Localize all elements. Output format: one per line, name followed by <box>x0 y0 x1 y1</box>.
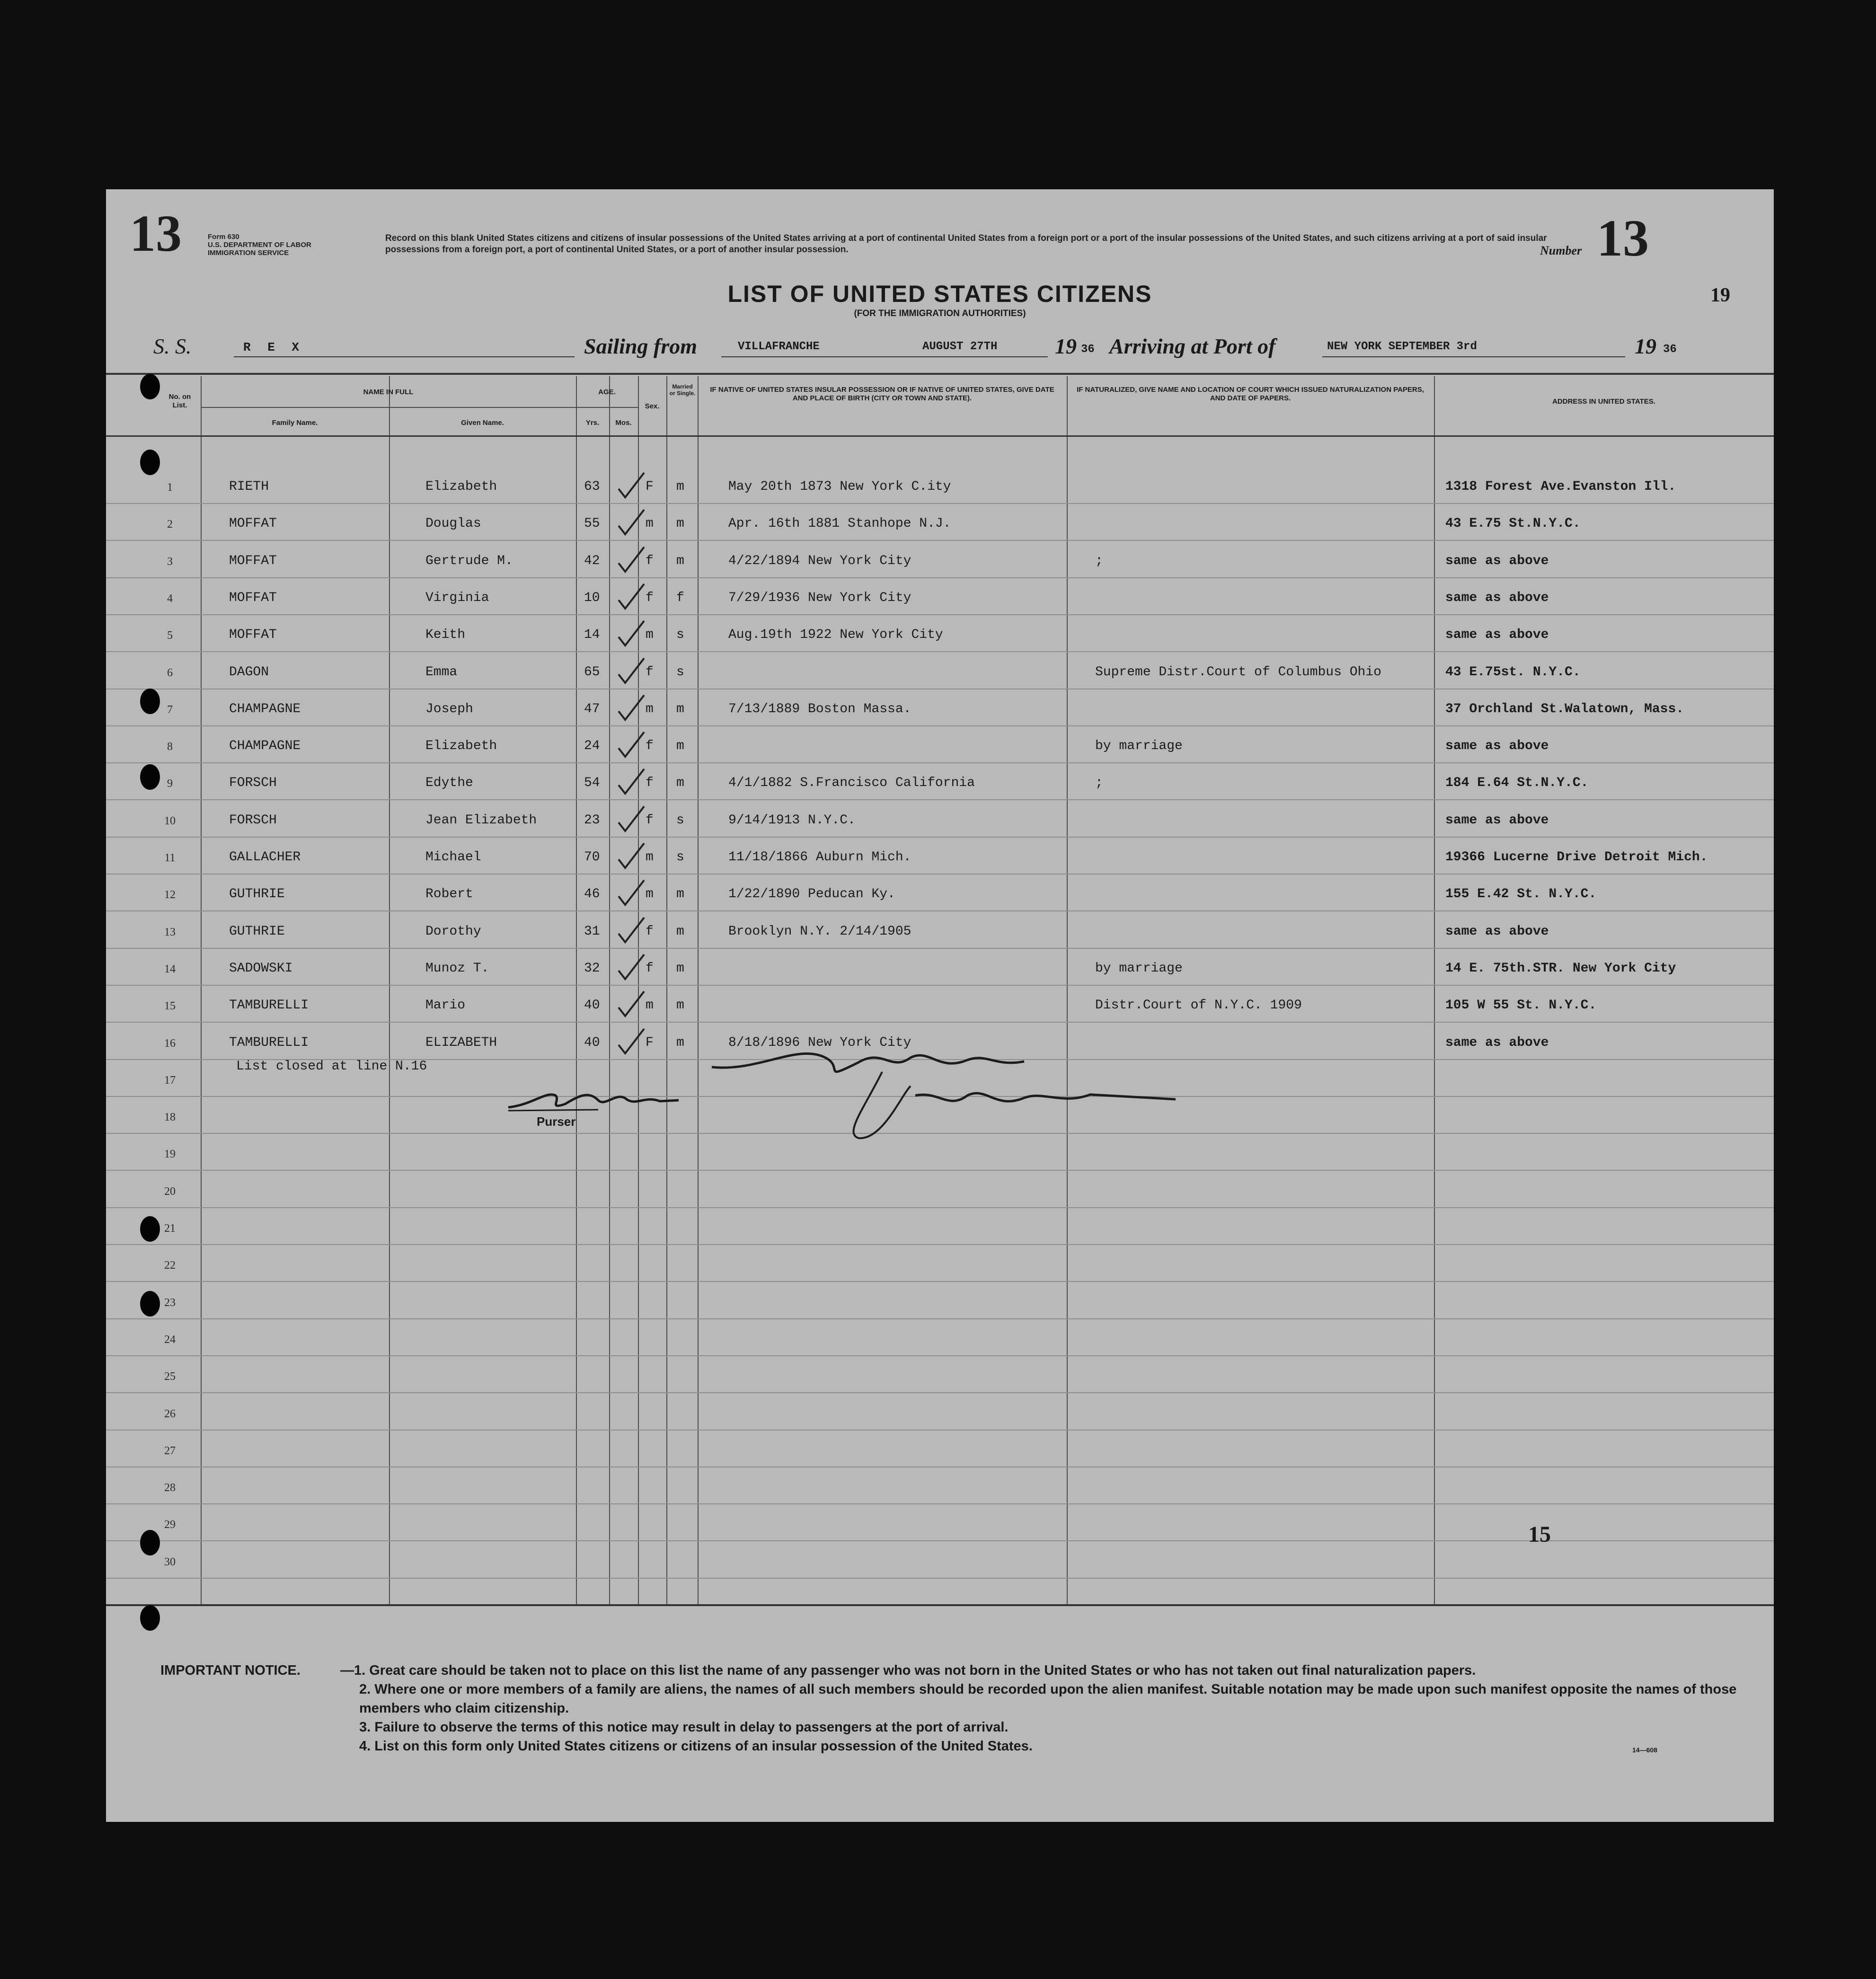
check-mark-icon <box>615 1026 648 1059</box>
birth-info: 4/1/1882 S.Francisco California <box>728 776 975 791</box>
line-number: 16 <box>164 1037 176 1050</box>
naturalization-info: Distr.Court of N.Y.C. 1909 <box>1095 998 1302 1013</box>
notice-item-2: 2. Where one or more members of a family are aliens, the names of all such members should be recorded upon the alien manifest. Suitable notation may be made upon such manifest opposite the names of those members who claim citizenship. <box>359 1682 1737 1716</box>
marital-status: m <box>676 553 684 568</box>
birth-info: 1/22/1890 Peducan Ky. <box>728 887 895 902</box>
line-number: 10 <box>164 814 176 827</box>
line-number: 11 <box>164 852 176 864</box>
us-address: 155 E.42 St. N.Y.C. <box>1445 887 1597 902</box>
header-native-birth: IF NATIVE OF UNITED STATES INSULAR POSSESSION OR IF NATIVE OF UNITED STATES, GIVE DATE AND PLACE OF BIRTH (CITY OR TOWN AND STATE). <box>710 386 1054 402</box>
ruled-line <box>106 1430 1774 1431</box>
family-name: CHAMPAGNE <box>229 701 301 716</box>
given-name: Robert <box>425 887 473 902</box>
line-number: 21 <box>164 1222 176 1235</box>
check-mark-icon <box>615 840 648 874</box>
form-number: Form 630 <box>208 233 239 241</box>
given-name: Joseph <box>425 701 473 716</box>
line-number: 18 <box>164 1111 176 1124</box>
given-name: Jean Elizabeth <box>425 813 537 828</box>
check-mark-icon <box>615 655 648 689</box>
marital-status: s <box>676 850 684 865</box>
check-mark-icon <box>615 470 648 503</box>
sex: f <box>646 924 654 939</box>
marital-status: s <box>676 813 684 828</box>
line-number: 3 <box>167 555 173 568</box>
age-years: 47 <box>584 701 600 716</box>
header-no: No. on List. <box>168 393 191 409</box>
given-name: Elizabeth <box>425 739 497 754</box>
birth-info: 4/22/1894 New York City <box>728 553 911 568</box>
binder-hole <box>140 764 160 790</box>
inspector-signature <box>702 1039 1318 1150</box>
binder-hole <box>140 1605 160 1631</box>
header-name-in-full: NAME IN FULL <box>363 388 414 396</box>
check-mark-icon <box>615 581 648 614</box>
age-years: 40 <box>584 998 600 1013</box>
given-name: Emma <box>425 664 458 680</box>
marital-status: m <box>676 701 684 716</box>
line-number: 29 <box>164 1519 176 1531</box>
given-name: Elizabeth <box>425 479 497 494</box>
number-label: Number <box>1540 244 1582 257</box>
service-name: IMMIGRATION SERVICE <box>208 249 289 257</box>
sex: m <box>646 887 654 902</box>
birth-info: 11/18/1866 Auburn Mich. <box>728 850 911 865</box>
line-number: 14 <box>164 963 176 975</box>
ruled-line <box>106 762 1774 763</box>
ruled-line <box>106 540 1774 541</box>
given-name: Michael <box>425 850 481 865</box>
us-address: same as above <box>1445 1035 1549 1050</box>
naturalization-info: Supreme Distr.Court of Columbus Ohio <box>1095 664 1381 680</box>
sex: m <box>646 998 654 1013</box>
header-sex: Sex. <box>645 402 660 410</box>
sex: f <box>646 776 654 791</box>
binder-hole <box>140 689 160 714</box>
naturalization-info: by marriage <box>1095 739 1183 754</box>
line-number: 17 <box>164 1074 176 1087</box>
ruled-line <box>106 1022 1774 1023</box>
ruled-line <box>106 651 1774 652</box>
line-number: 23 <box>164 1296 176 1309</box>
line-number: 19 <box>164 1148 176 1161</box>
marital-status: m <box>676 776 684 791</box>
line-number: 26 <box>164 1407 176 1420</box>
us-address: 105 W 55 St. N.Y.C. <box>1445 998 1597 1013</box>
line-number: 4 <box>167 592 173 605</box>
binder-hole <box>140 1291 160 1316</box>
sailing-date: AUGUST 27TH <box>922 340 998 353</box>
given-name: Keith <box>425 627 466 643</box>
sex: f <box>646 664 654 680</box>
corner-number: 13 <box>130 204 182 262</box>
line-number: 12 <box>164 889 176 901</box>
check-mark-icon <box>615 877 648 910</box>
list-number: 13 <box>1597 209 1649 267</box>
marital-status: s <box>676 664 684 680</box>
us-address: 184 E.64 St.N.Y.C. <box>1445 776 1589 791</box>
sailing-label: Sailing from <box>584 334 698 358</box>
sex: F <box>646 479 654 494</box>
check-mark-icon <box>615 618 648 651</box>
us-address: same as above <box>1445 590 1549 605</box>
marital-status: m <box>676 516 684 531</box>
age-years: 42 <box>584 553 600 568</box>
ship-name: R E X <box>243 340 304 354</box>
notice-item-1: —1. Great care should be taken not to place on this list the name of any passenger who was not born in the United States or who has not taken out final naturalization papers. <box>340 1663 1476 1678</box>
header-years: Yrs. <box>585 419 600 427</box>
birth-info: Aug.19th 1922 New York City <box>728 627 943 643</box>
sex: m <box>646 516 654 531</box>
naturalization-info: by marriage <box>1095 961 1183 976</box>
check-mark-icon <box>615 692 648 725</box>
sailing-port: VILLAFRANCHE <box>738 340 820 353</box>
arrival-year: 36 <box>1663 343 1677 356</box>
notice-label: IMPORTANT NOTICE. <box>160 1663 301 1678</box>
marital-status: m <box>676 998 684 1013</box>
purser-signature <box>504 1081 683 1117</box>
us-address: same as above <box>1445 813 1549 828</box>
line-number: 25 <box>164 1370 176 1383</box>
line-number: 24 <box>164 1333 176 1346</box>
header-married-single: Married or Single. <box>669 383 696 397</box>
department-name: U.S. DEPARTMENT OF LABOR <box>208 241 311 249</box>
binder-hole <box>140 1216 160 1242</box>
us-address: 19366 Lucerne Drive Detroit Mich. <box>1445 850 1708 865</box>
naturalization-info: ; <box>1095 553 1103 568</box>
ruled-line <box>106 1207 1774 1208</box>
us-address: 14 E. 75th.STR. New York City <box>1445 961 1676 976</box>
family-name: RIETH <box>229 479 269 494</box>
ss-label: S. S. <box>153 334 192 358</box>
header-address: ADDRESS IN UNITED STATES. <box>1552 398 1655 406</box>
line-number: 20 <box>164 1185 176 1198</box>
given-name: Virginia <box>425 590 489 605</box>
form-code: 14—608 <box>1632 1746 1657 1754</box>
age-years: 63 <box>584 479 600 494</box>
arrival-port: NEW YORK SEPTEMBER 3rd <box>1327 340 1477 353</box>
line-number: 13 <box>164 926 176 938</box>
naturalization-info: ; <box>1095 776 1103 791</box>
ruled-line <box>106 799 1774 800</box>
us-address: same as above <box>1445 553 1549 568</box>
given-name: Munoz T. <box>425 961 489 976</box>
binder-hole <box>140 1530 160 1555</box>
ruled-line <box>106 985 1774 986</box>
binder-hole <box>140 374 160 399</box>
line-number: 15 <box>164 1000 176 1013</box>
form-identifier <box>208 233 311 257</box>
age-years: 32 <box>584 961 600 976</box>
purser-label: Purser <box>537 1114 576 1129</box>
line-number: 2 <box>167 518 173 531</box>
binder-hole <box>140 450 160 475</box>
notice-item-3: 3. Failure to observe the terms of this notice may result in delay to passengers at the port of arrival. <box>359 1720 1009 1735</box>
age-years: 40 <box>584 1035 600 1050</box>
check-mark-icon <box>615 729 648 762</box>
sailing-year-prefix: 19 <box>1055 334 1077 358</box>
ruled-line <box>106 1578 1774 1579</box>
given-name: Edythe <box>425 776 473 791</box>
page-subtitle: (FOR THE IMMIGRATION AUTHORITIES) <box>854 309 1026 318</box>
sex: f <box>646 590 654 605</box>
list-closed-note: List closed at line N.16 <box>236 1059 427 1074</box>
header-months: Mos. <box>615 419 632 427</box>
ruled-line <box>106 577 1774 578</box>
us-address: 37 Orchland St.Walatown, Mass. <box>1445 701 1684 716</box>
birth-info: 7/29/1936 New York City <box>728 590 911 605</box>
line-number: 27 <box>164 1444 176 1457</box>
sex: f <box>646 739 654 754</box>
family-name: MOFFAT <box>229 516 277 531</box>
ruled-line <box>106 1392 1774 1393</box>
record-instructions: Record on this blank United States citizens and citizens of insular possessions of the United States arriving at a port of continental United States from a foreign port or a port of the insular possessions of the United States, and such citizens arriving at a port of said insular possessions from a foreign port, a port of continental United States, or a port of another insular possession. <box>385 233 1547 255</box>
given-name: Mario <box>425 998 466 1013</box>
given-name: Douglas <box>425 516 481 531</box>
ruled-line <box>106 1170 1774 1171</box>
sex: m <box>646 627 654 643</box>
age-years: 23 <box>584 813 600 828</box>
marital-status: m <box>676 479 684 494</box>
birth-info: May 20th 1873 New York C.ity <box>728 479 951 494</box>
given-name: Gertrude M. <box>425 553 513 568</box>
header-naturalized: IF NATURALIZED, GIVE NAME AND LOCATION OF COURT WHICH ISSUED NATURALIZATION PAPERS, AND DATE OF PAPERS. <box>1077 386 1424 402</box>
marital-status: s <box>676 627 684 643</box>
ruled-line <box>106 1281 1774 1282</box>
ruled-line <box>106 1355 1774 1356</box>
ruled-line <box>106 725 1774 726</box>
marital-status: m <box>676 1035 684 1050</box>
age-years: 55 <box>584 516 600 531</box>
age-years: 10 <box>584 590 600 605</box>
age-years: 14 <box>584 627 600 643</box>
sailing-year: 36 <box>1081 343 1095 356</box>
manifest-sheet <box>106 189 1774 1822</box>
check-mark-icon <box>615 766 648 799</box>
marital-status: m <box>676 924 684 939</box>
voyage-line <box>153 334 1753 362</box>
us-address: same as above <box>1445 924 1549 939</box>
family-name: FORSCH <box>229 813 277 828</box>
ruled-line <box>106 910 1774 911</box>
sex: f <box>646 961 654 976</box>
birth-info: 8/18/1896 New York City <box>728 1035 911 1050</box>
arriving-label: Arriving at Port of <box>1109 334 1276 358</box>
us-address: same as above <box>1445 739 1549 754</box>
ruled-line <box>106 1244 1774 1245</box>
sex: F <box>646 1035 654 1050</box>
ruled-line <box>106 837 1774 838</box>
line-number: 1 <box>167 481 173 494</box>
check-mark-icon <box>615 507 648 540</box>
age-years: 70 <box>584 850 600 865</box>
sex: m <box>646 701 654 716</box>
sex: f <box>646 813 654 828</box>
age-years: 65 <box>584 664 600 680</box>
header-age: AGE. <box>598 388 616 396</box>
family-name: MOFFAT <box>229 627 277 643</box>
marital-status: m <box>676 961 684 976</box>
us-address: 43 E.75 St.N.Y.C. <box>1445 516 1581 531</box>
us-address: 1318 Forest Ave.Evanston Ill. <box>1445 479 1676 494</box>
line-number: 7 <box>167 703 173 716</box>
birth-info: 9/14/1913 N.Y.C. <box>728 813 856 828</box>
line-number: 28 <box>164 1482 176 1494</box>
birth-info: Apr. 16th 1881 Stanhope N.J. <box>728 516 951 531</box>
family-name: GALLACHER <box>229 850 301 865</box>
line-number: 22 <box>164 1259 176 1272</box>
ruled-line <box>106 1503 1774 1504</box>
check-mark-icon <box>615 804 648 837</box>
page-title: LIST OF UNITED STATES CITIZENS <box>727 281 1152 307</box>
age-years: 31 <box>584 924 600 939</box>
us-address: same as above <box>1445 627 1549 643</box>
birth-info: Brooklyn N.Y. 2/14/1905 <box>728 924 911 939</box>
header-given-name: Given Name. <box>461 419 504 427</box>
family-name: FORSCH <box>229 776 277 791</box>
age-years: 54 <box>584 776 600 791</box>
family-name: TAMBURELLI <box>229 1035 309 1050</box>
given-name: Dorothy <box>425 924 481 939</box>
family-name: MOFFAT <box>229 553 277 568</box>
ruled-line <box>106 1318 1774 1319</box>
age-years: 24 <box>584 739 600 754</box>
year-corner: 19 <box>1710 284 1730 306</box>
notice-item-4: 4. List on this form only United States citizens or citizens of an insular possession of the United States. <box>359 1739 1033 1754</box>
family-name: TAMBURELLI <box>229 998 309 1013</box>
line-number: 9 <box>167 777 173 790</box>
marital-status: f <box>676 590 684 605</box>
ruled-line <box>106 614 1774 615</box>
birth-info: 7/13/1889 Boston Massa. <box>728 701 911 716</box>
check-mark-icon <box>615 544 648 577</box>
ruled-line <box>106 1540 1774 1541</box>
family-name: GUTHRIE <box>229 924 285 939</box>
line-number: 8 <box>167 741 173 753</box>
line-number: 6 <box>167 666 173 679</box>
marital-status: m <box>676 739 684 754</box>
line-number: 30 <box>164 1555 176 1568</box>
family-name: MOFFAT <box>229 590 277 605</box>
check-mark-icon <box>615 952 648 985</box>
us-address: 43 E.75st. N.Y.C. <box>1445 664 1581 680</box>
given-name: ELIZABETH <box>425 1035 497 1050</box>
arrival-year-prefix: 19 <box>1635 334 1656 358</box>
line-number: 5 <box>167 629 173 642</box>
family-name: CHAMPAGNE <box>229 739 301 754</box>
family-name: SADOWSKI <box>229 961 293 976</box>
sex: f <box>646 553 654 568</box>
ruled-line <box>106 948 1774 949</box>
family-name: DAGON <box>229 664 269 680</box>
marital-status: m <box>676 887 684 902</box>
ruled-line <box>106 874 1774 875</box>
header-family-name: Family Name. <box>272 419 318 427</box>
family-name: GUTHRIE <box>229 887 285 902</box>
check-mark-icon <box>615 989 648 1022</box>
page-mark: 15 <box>1528 1522 1551 1547</box>
sex: m <box>646 850 654 865</box>
check-mark-icon <box>615 915 648 948</box>
age-years: 46 <box>584 887 600 902</box>
ruled-line <box>106 503 1774 504</box>
